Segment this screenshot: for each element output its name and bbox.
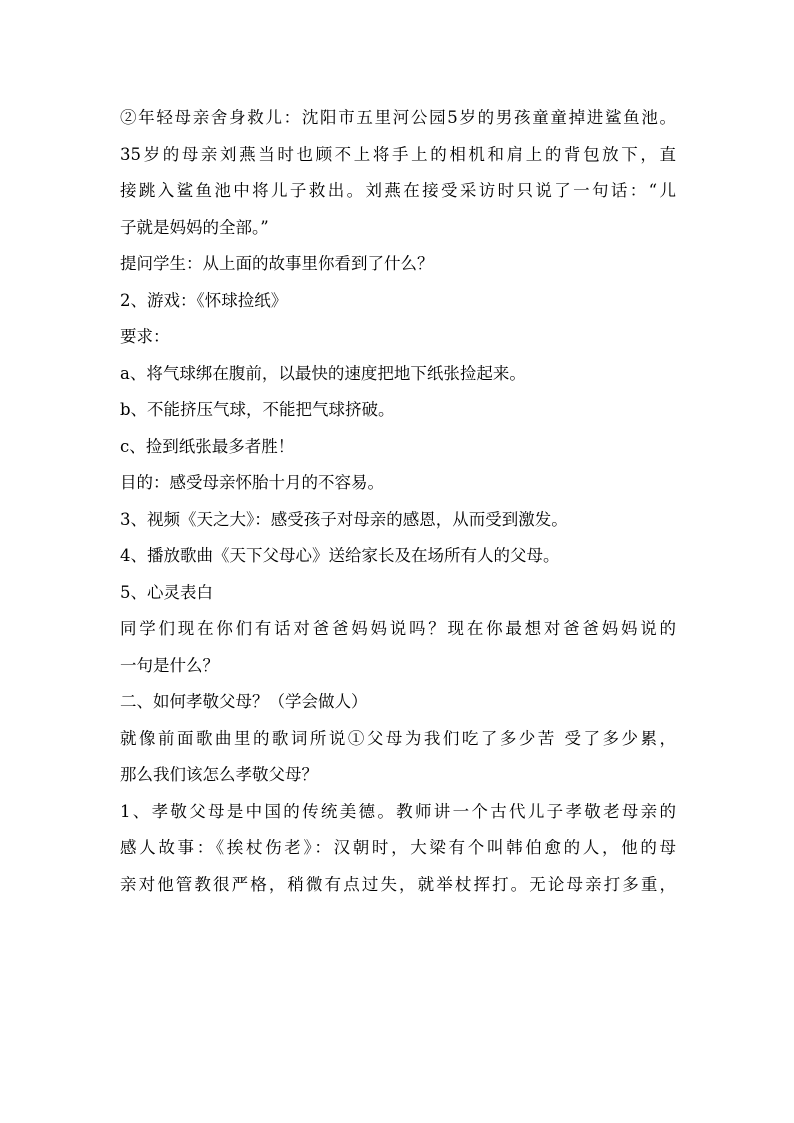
text-line: 一句是什么？ <box>120 655 219 675</box>
list-item: a、将气球绑在腹前，以最快的速度把地下纸张捡起来。 <box>120 363 526 383</box>
list-item: c、捡到纸张最多者胜！ <box>120 436 295 456</box>
text-line: 就像前面歌曲里的歌词所说①父母为我们吃了多少苦 受了多少累， <box>120 728 676 748</box>
text-line: 接跳入鲨鱼池中将儿子救出。刘燕在接受采访时只说了一句话：“儿 <box>120 181 676 200</box>
text-line: 感人故事：《挨杖伤老》：汉朝时，大梁有个叫韩伯愈的人，他的母 <box>120 838 676 857</box>
text-line: 同学们现在你们有话对爸爸妈妈说吗？现在你最想对爸爸妈妈说的 <box>120 619 676 638</box>
text-line: 亲对他管教很严格，稍微有点过失，就举杖挥打。无论母亲打多重， <box>120 874 676 894</box>
text-line: 子就是妈妈的全部。” <box>120 217 269 237</box>
section-heading: 5、心灵表白 <box>120 582 213 602</box>
text-line: 那么我们该怎么孝敬父母？ <box>120 765 318 784</box>
list-item: b、不能挤压气球，不能把气球挤破。 <box>120 400 395 419</box>
text-line: 1、孝敬父母是中国的传统美德。教师讲一个古代儿子孝敬老母亲的 <box>120 801 676 821</box>
section-heading: 4、播放歌曲《天下父母心》送给家长及在场所有人的父母。 <box>120 546 560 565</box>
section-heading: 3、视频《天之大》：感受孩子对母亲的感恩，从而受到激发。 <box>120 509 568 529</box>
text-line: 提问学生：从上面的故事里你看到了什么？ <box>120 254 434 273</box>
text-line: 35岁的母亲刘燕当时也顾不上将手上的相机和肩上的背包放下，直 <box>120 144 676 164</box>
text-line: ②年轻母亲舍身救儿：沈阳市五里河公园5岁的男孩童童掉进鲨鱼池。 <box>120 108 676 127</box>
text-line: 要求： <box>120 327 170 346</box>
section-heading: 2、游戏：《怀球捡纸》 <box>120 290 288 310</box>
text-line: 目的：感受母亲怀胎十月的不容易。 <box>120 473 384 492</box>
document-body <box>120 100 676 903</box>
section-heading: 二、如何孝敬父母？（学会做人） <box>120 692 368 711</box>
